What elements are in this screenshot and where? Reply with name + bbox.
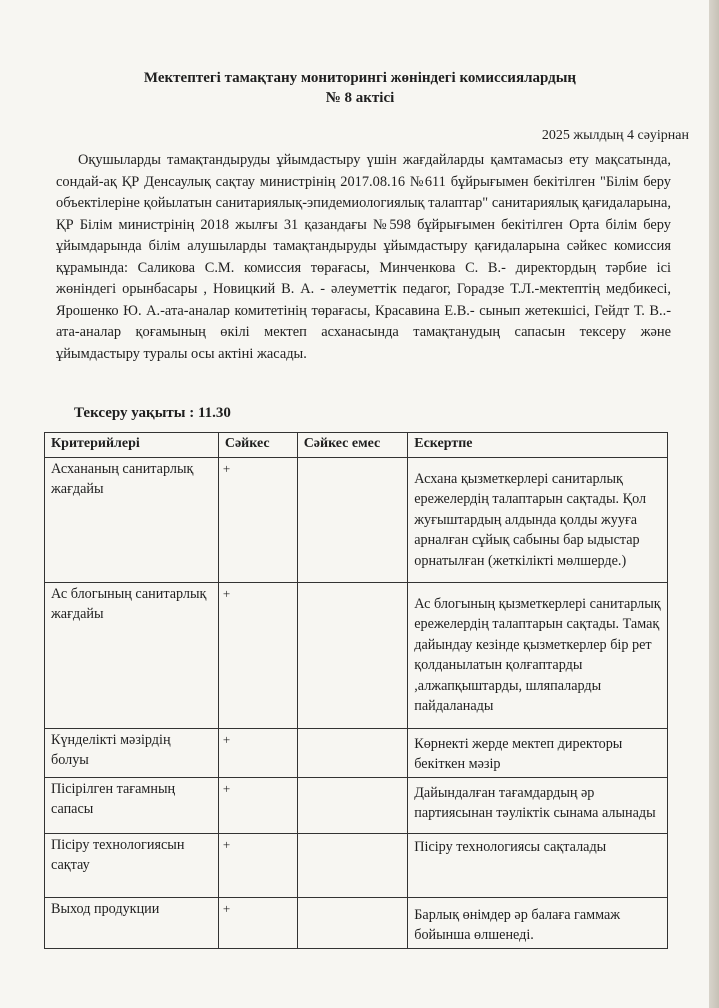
body-paragraph: Оқушыларды тамақтандыруды ұйымдастыру үшін жағдайларды қамтамасыз ету мақсатында, сондай-ақ ҚР Денсаулық сақтау министрінің 2017.08.16 №611 бұйрығымен бекітілген "Білім беру объектілеріне қойылатын санитариялық-эпидемиологиялық талаптар" санитариялық қағидаларына, ҚР Білім министрінің 2018 жылғы 31 қазандағы №598 бұйрығымен бекітілген Орта білім беру ұйымдарында білім алушыларды тамақтандыруды ұйымдастыру қағидаларына сәйкес комиссия құрамында: Саликова С.М. комиссия төрағасы, Минченкова С. В.- директордың тәрбие ісі жөніндегі орынбасары , Новицкий В. А. - әлеуметтік педагог, Горадзе Т.Л.-мектептің медбикесі, Ярошенко Ю. А.-ата-аналар комитетінің төрағасы, Красавина Е.В.- сынып жетекшісі, Гейдт Т. В..- ата-аналар қоғамының өкілі мектеп асханасында тамақтанудың сапасын тексеру және ұйымдастыру туралы осы актіні жасады. <box>56 152 671 362</box>
table-row <box>45 457 668 582</box>
document-date: 2025 жылдың 4 сәуірнан <box>541 128 689 143</box>
table-row <box>45 728 668 777</box>
no-match-cell <box>297 777 408 833</box>
page-edge-shadow <box>709 0 719 1008</box>
no-match-cell <box>297 582 408 728</box>
note-text: Асхана қызметкерлері санитарлық ережелердің талаптарын сақтады. Қол жуғыштардың алдында қолды жууға арналған сұйық сабыны бар ыдыстар орнатылған (жеткілікті мөлшерде.) <box>414 470 647 569</box>
header-no-match: Сәйкес емес <box>297 433 408 458</box>
note-text: Барлық өнімдер әр балаға гаммаж бойынша өлшенеді. <box>414 906 621 943</box>
note-cell <box>408 897 668 948</box>
match-cell: + <box>218 728 297 777</box>
no-match-cell <box>297 728 408 777</box>
table-row <box>45 833 668 897</box>
criterion-cell: Асхананың санитарлық жағдайы <box>45 457 219 582</box>
header-match: Сәйкес <box>218 433 297 458</box>
match-cell: + <box>218 582 297 728</box>
document-title <box>100 68 620 108</box>
note-cell <box>408 457 668 582</box>
title-line-2: № 8 актісі <box>325 90 395 106</box>
table-header-row <box>45 433 668 458</box>
table-row <box>45 777 668 833</box>
note-cell <box>408 777 668 833</box>
criterion-cell: Пісірілген тағамның сапасы <box>45 777 219 833</box>
body-paragraph-block <box>56 150 671 365</box>
inspection-time: Тексеру уақыты : 11.30 <box>74 405 231 421</box>
note-cell <box>408 582 668 728</box>
note-text: Пісіру технологиясы сақталады <box>414 838 607 855</box>
match-cell: + <box>218 457 297 582</box>
note-cell <box>408 833 668 897</box>
match-cell: + <box>218 833 297 897</box>
criterion-cell: Ас блогының санитарлық жағдайы <box>45 582 219 728</box>
no-match-cell <box>297 833 408 897</box>
match-cell: + <box>218 777 297 833</box>
note-text: Ас блогының қызметкерлері санитарлық ережелердің талаптарын сақтады. Тамақ дайындау кезінде қызметкерлер бір рет қолданылатын қолғаптарды ,алжапқыштарды, шляпаларды пайдаланады <box>414 595 661 714</box>
note-text: Көрнекті жерде мектеп директоры бекіткен мәзір <box>414 735 623 772</box>
table-row <box>45 582 668 728</box>
title-line-1: Мектептегі тамақтану мониторингі жөніндегі комиссиялардың <box>143 70 577 86</box>
criterion-cell: Күнделікті мәзірдің болуы <box>45 728 219 777</box>
header-criteria: Критерийлері <box>45 433 219 458</box>
note-text: Дайындалған тағамдардың әр партиясынан тәуліктік сынама алынады <box>414 784 656 821</box>
match-cell: + <box>218 897 297 948</box>
no-match-cell <box>297 897 408 948</box>
note-cell <box>408 728 668 777</box>
no-match-cell <box>297 457 408 582</box>
criterion-cell: Выход продукции <box>45 897 219 948</box>
criterion-cell: Пісіру технологиясын сақтау <box>45 833 219 897</box>
criteria-table <box>44 432 668 949</box>
header-note: Ескертпе <box>408 433 668 458</box>
table-row <box>45 897 668 948</box>
